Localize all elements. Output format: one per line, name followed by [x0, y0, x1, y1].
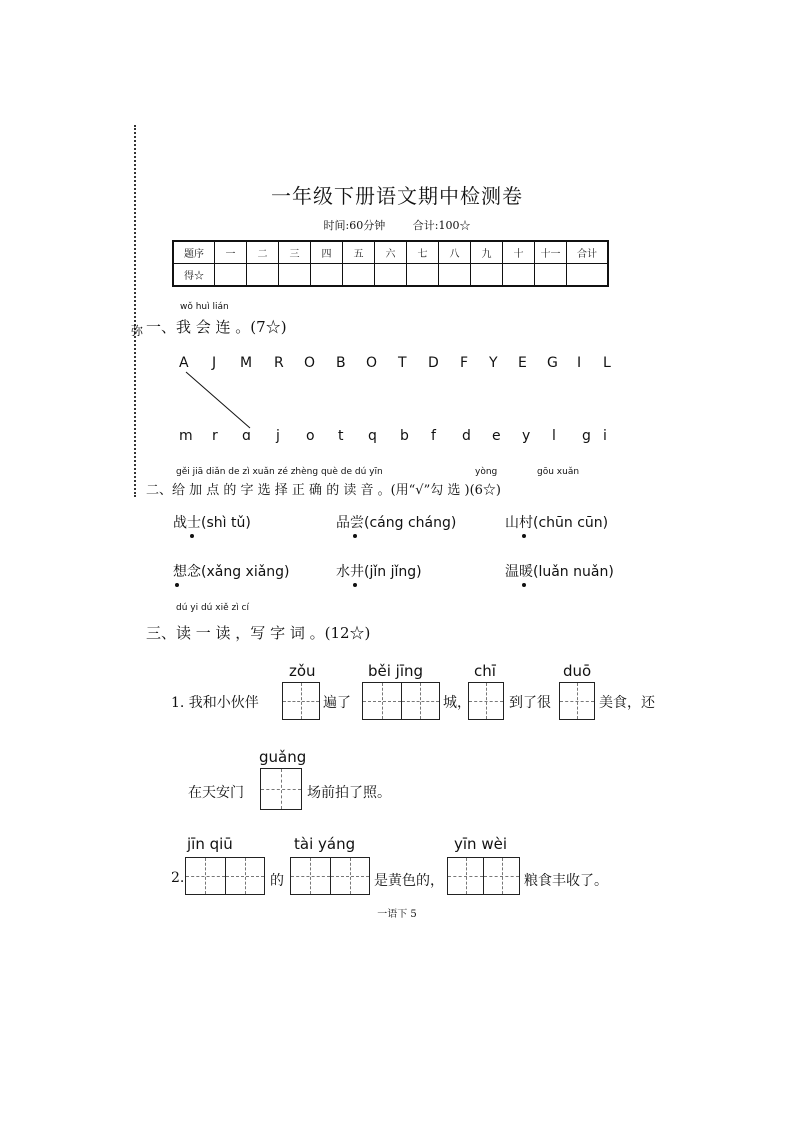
writing-box[interactable]	[260, 768, 302, 810]
uppercase-letter[interactable]: L	[603, 355, 611, 371]
item-word: 战士	[173, 515, 201, 531]
question-text: 2.	[171, 870, 185, 886]
question-text: 1. 我和小伙伴	[171, 695, 259, 711]
page-title: 一年级下册语文期中检测卷	[271, 184, 523, 208]
emphasis-dot	[522, 534, 526, 538]
item-pinyin-options[interactable]: (xǎng xiǎng)	[201, 564, 290, 580]
uppercase-letter[interactable]: R	[274, 355, 284, 371]
score-cell: 七	[407, 241, 439, 264]
box-pinyin: tài yáng	[294, 835, 356, 853]
score-cell: 八	[439, 241, 471, 264]
uppercase-letter[interactable]: I	[577, 355, 582, 371]
lowercase-letter[interactable]: l	[552, 428, 556, 444]
score-row-label: 得☆	[173, 264, 215, 287]
reading-item	[336, 512, 456, 532]
box-pinyin: yīn wèi	[454, 835, 507, 853]
time-limit: 时间:60分钟	[323, 219, 386, 232]
section2-pinyin-yong: yòng	[475, 467, 498, 477]
uppercase-letter[interactable]: T	[398, 355, 407, 371]
lowercase-letter[interactable]: ɑ	[242, 428, 251, 444]
item-pinyin-options[interactable]: (jǐn jǐng)	[364, 564, 422, 580]
question-text: 在天安门	[188, 785, 244, 801]
box-pinyin: guǎng	[259, 748, 307, 766]
emphasis-dot	[353, 534, 357, 538]
item-word: 想念	[173, 564, 201, 580]
question-text: 遍了	[323, 695, 351, 711]
score-cell: 六	[375, 241, 407, 264]
section3-pinyin: dú yi dú xiě zì cí	[176, 603, 250, 613]
section2-title: 二、给 加 点 的 字 选 择 正 确 的 读 音 。(用“√”勾 选 )(6☆)	[146, 483, 501, 498]
item-word: 品尝	[336, 515, 364, 531]
lowercase-letter[interactable]: m	[179, 428, 193, 444]
writing-box[interactable]	[559, 682, 595, 720]
item-pinyin-options[interactable]: (cáng cháng)	[364, 515, 457, 531]
uppercase-letter[interactable]: O	[366, 355, 378, 371]
writing-box[interactable]	[468, 682, 504, 720]
score-cell: 十一	[535, 241, 567, 264]
question-text: 场前拍了照。	[307, 785, 391, 801]
box-pinyin: duō	[563, 662, 592, 680]
writing-box[interactable]	[362, 682, 440, 720]
emphasis-dot	[190, 534, 194, 538]
score-cell: 四	[311, 241, 343, 264]
score-cell: 三	[279, 241, 311, 264]
item-pinyin-options[interactable]: (shì tǔ)	[201, 515, 251, 531]
writing-box[interactable]	[447, 857, 520, 895]
lowercase-letter[interactable]: q	[368, 428, 377, 444]
question-text: 是黄色的，	[374, 873, 444, 889]
question-text: 美食，还	[599, 695, 655, 711]
writing-box[interactable]	[290, 857, 370, 895]
section2-pinyin: gěi jiā diǎn de zì xuǎn zé zhèng què de dú yīn	[176, 467, 383, 477]
item-word: 水井	[336, 564, 364, 580]
lowercase-letter[interactable]: e	[492, 428, 501, 444]
box-pinyin: chī	[474, 662, 496, 680]
score-cell: 二	[247, 241, 279, 264]
section3-title: 三、读 一 读 ，写 字 词 。(12☆)	[146, 624, 371, 642]
margin-char: 弥	[131, 324, 144, 338]
lowercase-letter[interactable]: j	[276, 428, 280, 444]
lowercase-letter[interactable]: f	[431, 428, 436, 444]
page-footer: 一语下 5	[377, 909, 417, 920]
score-cell: 题序	[173, 241, 215, 264]
uppercase-letter[interactable]: D	[428, 355, 439, 371]
section1-pinyin: wǒ huì lián	[180, 302, 229, 312]
item-word: 温暖	[505, 564, 533, 580]
score-cell: 十	[503, 241, 535, 264]
reading-item	[173, 512, 251, 532]
lowercase-letter[interactable]: y	[522, 428, 531, 444]
reading-item	[336, 561, 422, 581]
writing-box[interactable]	[185, 857, 265, 895]
lowercase-letter[interactable]: i	[603, 428, 607, 444]
box-pinyin: běi jīng	[368, 662, 424, 680]
reading-item	[505, 561, 614, 581]
question-text: 城，	[443, 695, 471, 711]
lowercase-letter[interactable]: g	[582, 428, 591, 444]
uppercase-letter[interactable]: F	[460, 355, 469, 371]
item-pinyin-options[interactable]: (chūn cūn)	[533, 515, 609, 531]
uppercase-letter[interactable]: B	[336, 355, 346, 371]
uppercase-letter[interactable]: E	[518, 355, 527, 371]
score-cell: 五	[343, 241, 375, 264]
item-pinyin-options[interactable]: (luǎn nuǎn)	[533, 564, 614, 580]
uppercase-letter[interactable]: Y	[489, 355, 498, 371]
section2-pinyin-gouxuan: gōu xuǎn	[537, 467, 580, 477]
score-cell: 一	[215, 241, 247, 264]
uppercase-letter[interactable]: J	[212, 355, 217, 371]
question-text: 粮食丰收了。	[524, 873, 608, 889]
section1-title: 一、我 会 连 。(7☆)	[146, 318, 287, 336]
reading-item	[173, 561, 290, 581]
writing-box[interactable]	[282, 682, 320, 720]
uppercase-letter[interactable]: M	[240, 355, 253, 371]
item-word: 山村	[505, 515, 533, 531]
uppercase-letter[interactable]: O	[304, 355, 316, 371]
total-score: 合计:100☆	[412, 219, 471, 232]
lowercase-letter[interactable]: b	[400, 428, 409, 444]
lowercase-letter[interactable]: t	[338, 428, 344, 444]
score-cell: 九	[471, 241, 503, 264]
emphasis-dot	[522, 583, 526, 587]
box-pinyin: zǒu	[289, 662, 316, 680]
box-pinyin: jīn qiū	[187, 835, 233, 853]
uppercase-letter[interactable]: A	[179, 355, 189, 371]
lowercase-letter[interactable]: o	[306, 428, 315, 444]
lowercase-letter[interactable]: r	[212, 428, 218, 444]
lowercase-letter[interactable]: d	[462, 428, 471, 444]
question-text: 的	[270, 873, 284, 889]
emphasis-dot	[175, 583, 179, 587]
score-cell: 合计	[567, 241, 609, 264]
uppercase-letter[interactable]: G	[547, 355, 558, 371]
emphasis-dot	[353, 583, 357, 587]
question-text: 到了很	[509, 695, 551, 711]
reading-item	[505, 512, 608, 532]
